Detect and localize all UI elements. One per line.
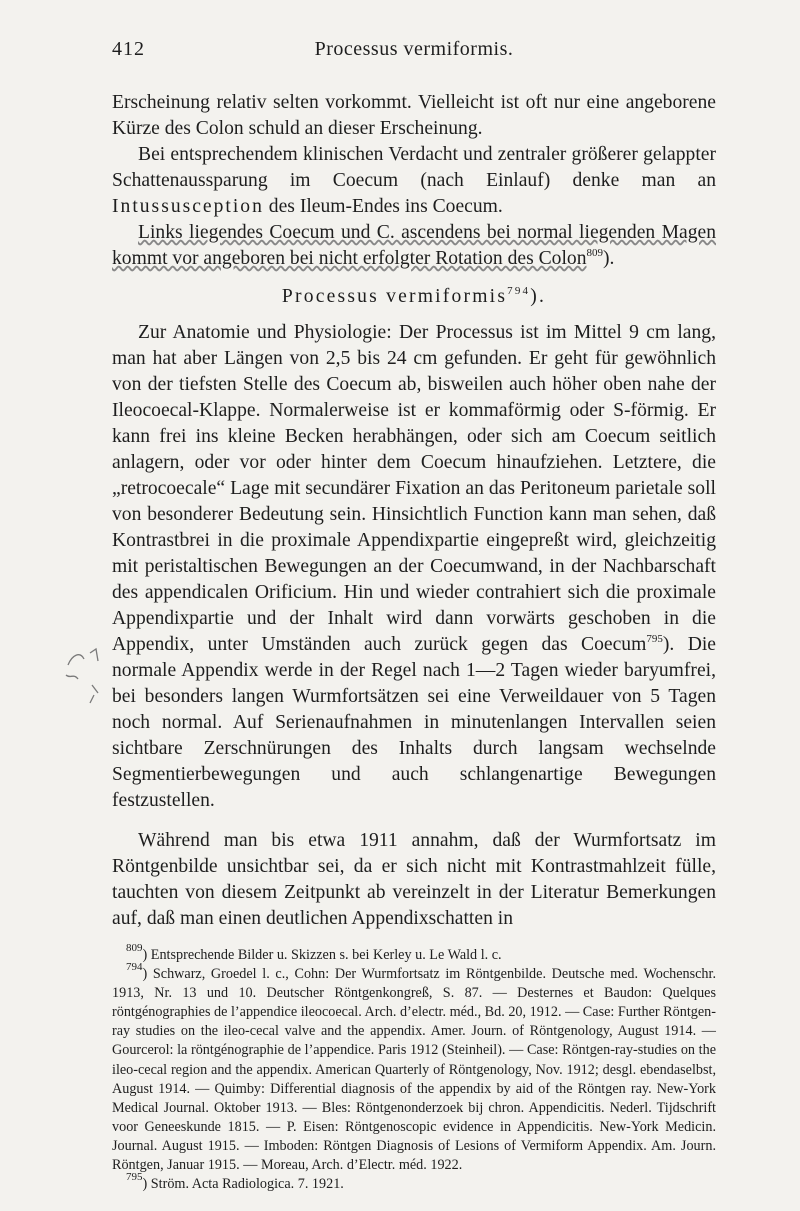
- page-number: 412: [112, 38, 145, 60]
- paragraph: [112, 828, 716, 932]
- paragraph-text: Während man bis etwa 1911 annahm, daß der Wurmfortsatz im Röntgenbilde unsichtbar sei, da er sich nicht mit Kontrastmahlzeit fülle, tauchten von diesem Zeitpunkt ab vereinzelt in der Literatur Bemerkungen auf, daß man einen deutlichen Appendixschatten in: [112, 830, 716, 929]
- paragraph-text: Erscheinung relativ selten vorkommt. Vielleicht ist oft nur eine angeborene Kürze des Colon schuld an dieser Erscheinung.: [112, 92, 716, 139]
- footnote-mark: 795: [126, 1171, 143, 1184]
- pencil-margin-scribble: [62, 645, 102, 707]
- paragraph-text: Zur Anatomie und Physiologie: Der Processus ist im Mittel 9 cm lang, man hat aber Längen von 2,5 bis 24 cm gefunden. Er geht für gewöhnlich von der tiefsten Stelle des Coecum ab, bisweilen auch höher oben nahe der Ileocoecal-Klappe. Normalerweise ist er kommaförmig oder S-förmig. Er kann frei ins kleine Becken herabhängen, oder sich am Coecum seitlich anlagern, oder vor oder hinter dem Coecum hinaufziehen. Letztere, die „retrocoecale“ Lage mit secundärer Fixation an das Peritoneum parietale soll von besonderer Bedeutung sein. Hinsichtlich Function kann man sehen, daß Kontrastbrei in die proximale Appendixpartie eingepreßt wird, gleichzeitig mit peristaltischen Bewegungen an der Coecumwand, in der Nachbarschaft des appendicalen Orificium. Hin und wieder contrahiert sich die proximale Appendixpartie und der Inhalt wird dann vorwärts geschoben in die Appendix, unter Umständen auch zurück gegen das Coecum: [112, 322, 716, 655]
- paragraph: [112, 90, 716, 142]
- body-text: [112, 90, 716, 932]
- paragraph-text: Bei entsprechendem klinischen Verdacht und zentraler größerer gelappter Schattenaussparung im Coecum (nach Einlauf) denke man an: [112, 144, 716, 191]
- footnote-text: ) Schwarz, Groedel l. c., Cohn: Der Wurmfortsatz im Röntgenbilde. Deutsche med. Wochenschr. 1913, Nr. 13 und 10. Deutscher Röntgenkongreß, S. 87. — Desternes et Baudon: Quelques röntgénographies de l’appendice ileocoecal. Arch. d’electr. méd., Bd. 20, 1912. — Case: Further Röntgen-ray studies on the ileo-cecal valve and the appendix. Amer. Journ. of Röntgenology, August 1914. — Gourcerol: la röntgénographie de l’appendice. Paris 1912 (Steinheil). — Case: Röntgen-ray-studies on the ileo-cecal region and the appendix. American Quarterly of Röntgenology, Nov. 1912; desgl. ebendaselbst, August 1914. — Quimby: Differential diagnosis of the appendix by aid of the Röntgen ray. New-York Medical Journal. Oktober 1913. — Bles: Röntgenonderzoek bij chron. Appendicitis. Nederl. Tijdschrift voor Geneeskunde 1815. — P. Eisen: Röntgenoscopic evidence in Appendicitis. New-York Medicin. Journal. August 1915. — Imboden: Röntgen Diagnosis of Lesions of Vermiform Appendix. Am. Journ. Röntgen, Januar 1915. — Moreau, Arch. d’Electr. méd. 1922.: [112, 966, 716, 1174]
- paragraph: [112, 320, 716, 814]
- footnote-mark: 809: [126, 942, 143, 954]
- book-page: [112, 38, 716, 1194]
- footnote-text: ) Entsprechende Bilder u. Skizzen s. bei Kerley u. Le Wald l. c.: [142, 947, 502, 963]
- footnote-mark: 794: [126, 961, 143, 974]
- section-title: Processus vermiformis: [281, 286, 508, 307]
- paragraph-text: ).: [603, 248, 615, 269]
- page-header: [112, 38, 716, 74]
- footnote-ref: 809: [586, 247, 603, 259]
- footnotes: [112, 942, 716, 1194]
- section-title-end: ).: [530, 286, 547, 307]
- running-head: Processus vermiformis.: [314, 38, 514, 60]
- footnote: [112, 961, 716, 1175]
- footnote: [112, 942, 716, 965]
- paragraph: [112, 142, 716, 220]
- footnote: [112, 1171, 716, 1194]
- footnote-text: ) Ström. Acta Radiologica. 7. 1921.: [142, 1176, 344, 1193]
- paragraph-text: ). Die normale Appendix werde in der Regel nach 1—2 Tagen wieder baryumfrei, bei besonders langen Wurmfortsätzen sei eine Verweildauer von 5 Tagen noch normal. Auf Serienaufnahmen in minutenlangen Intervallen seien sichtbare Zerschnürungen des Inhalts durch langsam wechselnde Segmentierbewegungen und auch schlangenartige Bewegungen festzustellen.: [112, 634, 716, 811]
- footnote-ref: 794: [507, 285, 531, 297]
- underlined-text: Links liegendes Coecum und C. ascendens bei normal liegenden Magen kommt vor angeboren bei nicht erfolgter Rotation des Colon: [112, 222, 716, 269]
- emphasized-term: Intussusception: [112, 196, 264, 217]
- section-heading: [112, 284, 716, 310]
- paragraph: [112, 220, 716, 272]
- footnote-ref: 795: [646, 633, 663, 645]
- paragraph-text: des Ileum-Endes ins Coecum.: [263, 196, 503, 217]
